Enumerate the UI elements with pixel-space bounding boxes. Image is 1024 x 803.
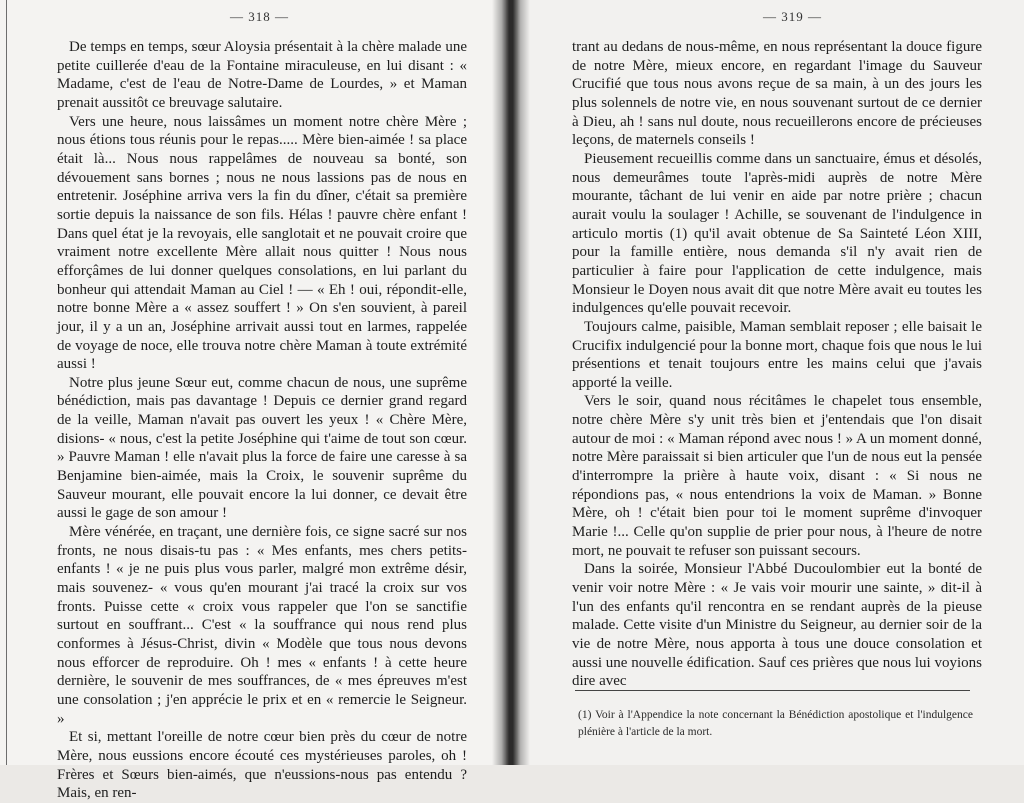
- book-gutter-shadow: [492, 0, 530, 765]
- paragraph: Et si, mettant l'oreille de notre cœur bien près du cœur de notre Mère, nous eussions encore écouté ces mystérieuses paroles, oh ! Frères et Sœurs bien-aimés, que n'eussions-nous pas entendu ? Mais, en ren-: [57, 729, 467, 802]
- body-text: [572, 38, 982, 691]
- page-edge-line: [6, 0, 7, 765]
- left-page: [0, 0, 506, 802]
- paragraph: Vers une heure, nous laissâmes un moment notre chère Mère ; nous étions tous réunis pour le repas..... Mère bien-aimée ! sa place était là... Nous nous rappelâmes de nouveau sa bonté, son dévouement sans bornes ; nous ne nous lassions pas de nous en entretenir. Joséphine arriva vers la fin du dîner, c'était sa première sortie depuis la naissance de son fils. Hélas ! pauvre chère enfant ! Dans quel état je la revoyais, elle sanglotait et ne pouvait croire que vraiment notre excellente Mère allait nous quitter ! Nous nous efforçâmes de lui donner quelques consolations, en lui parlant du bonheur qui attendait Maman au Ciel ! — « Eh ! oui, répondit-elle, notre bonne Mère a « assez souffert ! » On s'en souvient, à pareil jour, il y a un an, Joséphine arrivait aussi tout en larmes, rappelée de voyage de noce, elle trouva notre chère Maman à toute extrémité aussi !: [57, 113, 467, 373]
- paragraph: trant au dedans de nous-même, en nous représentant la douce figure de notre Mère, mieux encore, en regardant l'image du Sauveur Crucifié que tous nous avons reçue de sa main, à un des jours les plus solennels de notre vie, en nous souvenant surtout de ce dernier à Dieu, ah ! sans nul doute, nous recueillerons encore de précieuses leçons, de maternels conseils !: [572, 39, 982, 149]
- footnote: (1) Voir à l'Appendice la note concernant la Bénédiction apostolique et l'indulgence plénière à l'article de la mort.: [578, 709, 973, 738]
- footnote-rule: [575, 690, 970, 691]
- paragraph: Notre plus jeune Sœur eut, comme chacun de nous, une suprême bénédiction, mais pas davantage ! Depuis ce dernier grand regard de la veille, Maman n'avait pas ouvert les yeux ! « Chère Mère, disions- « nous, c'est la petite Joséphine qui t'aime de tout son cœur. » Pauvre Maman ! elle n'avait plus la force de faire une caresse à sa Benjamine bien-aimée, mais la Croix, le souvenir suprême du Sauveur mourant, elle pouvait encore la lui donner, ce devait être aussi le gage de son amour !: [57, 374, 467, 522]
- body-text: [57, 38, 467, 803]
- paragraph: De temps en temps, sœur Aloysia présentait à la chère malade une petite cuillerée d'eau de la Fontaine miraculeuse, en lui disant : « Madame, c'est de l'eau de Notre-Dame de Lourdes, » et Maman prenait aussitôt ce breuvage salutaire.: [57, 39, 467, 111]
- page-number: — 319 —: [763, 9, 822, 24]
- paragraph: Vers le soir, quand nous récitâmes le chapelet tous ensemble, notre chère Mère s'y unit très bien et j'entendais que l'on disait autour de moi : « Maman répond avec nous ! » A un moment donné, notre Mère paraissait si bien articuler que l'un de nous eut la pensée d'interrompre la prière à haute voix, disant : « Si nous ne répondions pas, « nous entendrions la voix de Maman. » Bonne Mère, oh ! c'était bien pour toi le moment suprême d'invoquer Marie !... Celle qu'on supplie de prier pour nous, à l'heure de notre mort, ne pouvait te refuser son puissant secours.: [572, 393, 982, 559]
- paragraph: Mère vénérée, en traçant, une dernière fois, ce signe sacré sur nos fronts, ne nous disais-tu pas : « Mes enfants, mes chers petits-enfants ! « je ne puis plus vous parler, malgré mon extrême désir, mais souvenez- « vous qu'en mourant j'ai tracé la croix sur vos fronts. Puisse cette « croix vous rappeler que l'on se sanctifie surtout en souffrant... C'est « la souffrance qui nous rend plus conformes à Jésus-Christ, divin « Modèle que tous nous devons nous efforcer de reproduire. Oh ! mes « enfants ! à cette heure dernière, le souvenir de mes souffrances, de « mes épreuves m'est une consolation ; j'en apprécie le prix et en « remercie le Seigneur. »: [57, 524, 467, 727]
- paragraph: Pieusement recueillis comme dans un sanctuaire, émus et désolés, nous demeurâmes toute l'après-midi auprès de notre Mère mourante, tâchant de lui venir en aide par notre prière ; chacun aurait voulu la soulager ! Achille, se souvenant de l'indulgence in articulo mortis (1) qu'il avait obtenue de Sa Sainteté Léon XIII, pour la famille entière, nous demanda s'il n'y avait rien de particulier à faire pour l'application de cette indulgence, mais Monsieur le Doyen nous avait dit que notre Mère avait eu toutes les indulgences qu'elle pouvait recevoir.: [572, 150, 982, 317]
- paragraph: Dans la soirée, Monsieur l'Abbé Ducoulombier eut la bonté de venir voir notre Mère : « Je vais voir mourir une sainte, » dit-il à l'un des enfants qu'il rencontra en se rendant auprès de la pieuse malade. Cette visite d'un Ministre du Seigneur, au dernier soir de la vie de notre Mère, nous apporta à tous une douce consolation et aussi une nouvelle édification. Sauf ces prières que nous lui voyions dire avec: [572, 561, 982, 690]
- page-number: — 318 —: [230, 9, 289, 24]
- right-page: [518, 0, 1024, 765]
- paragraph: Toujours calme, paisible, Maman semblait reposer ; elle baisait le Crucifix indulgencié pour la bonne mort, chaque fois que nous le lui présentions et tenait toujours entre les mains celui que j'avais apporté la veille.: [572, 318, 982, 391]
